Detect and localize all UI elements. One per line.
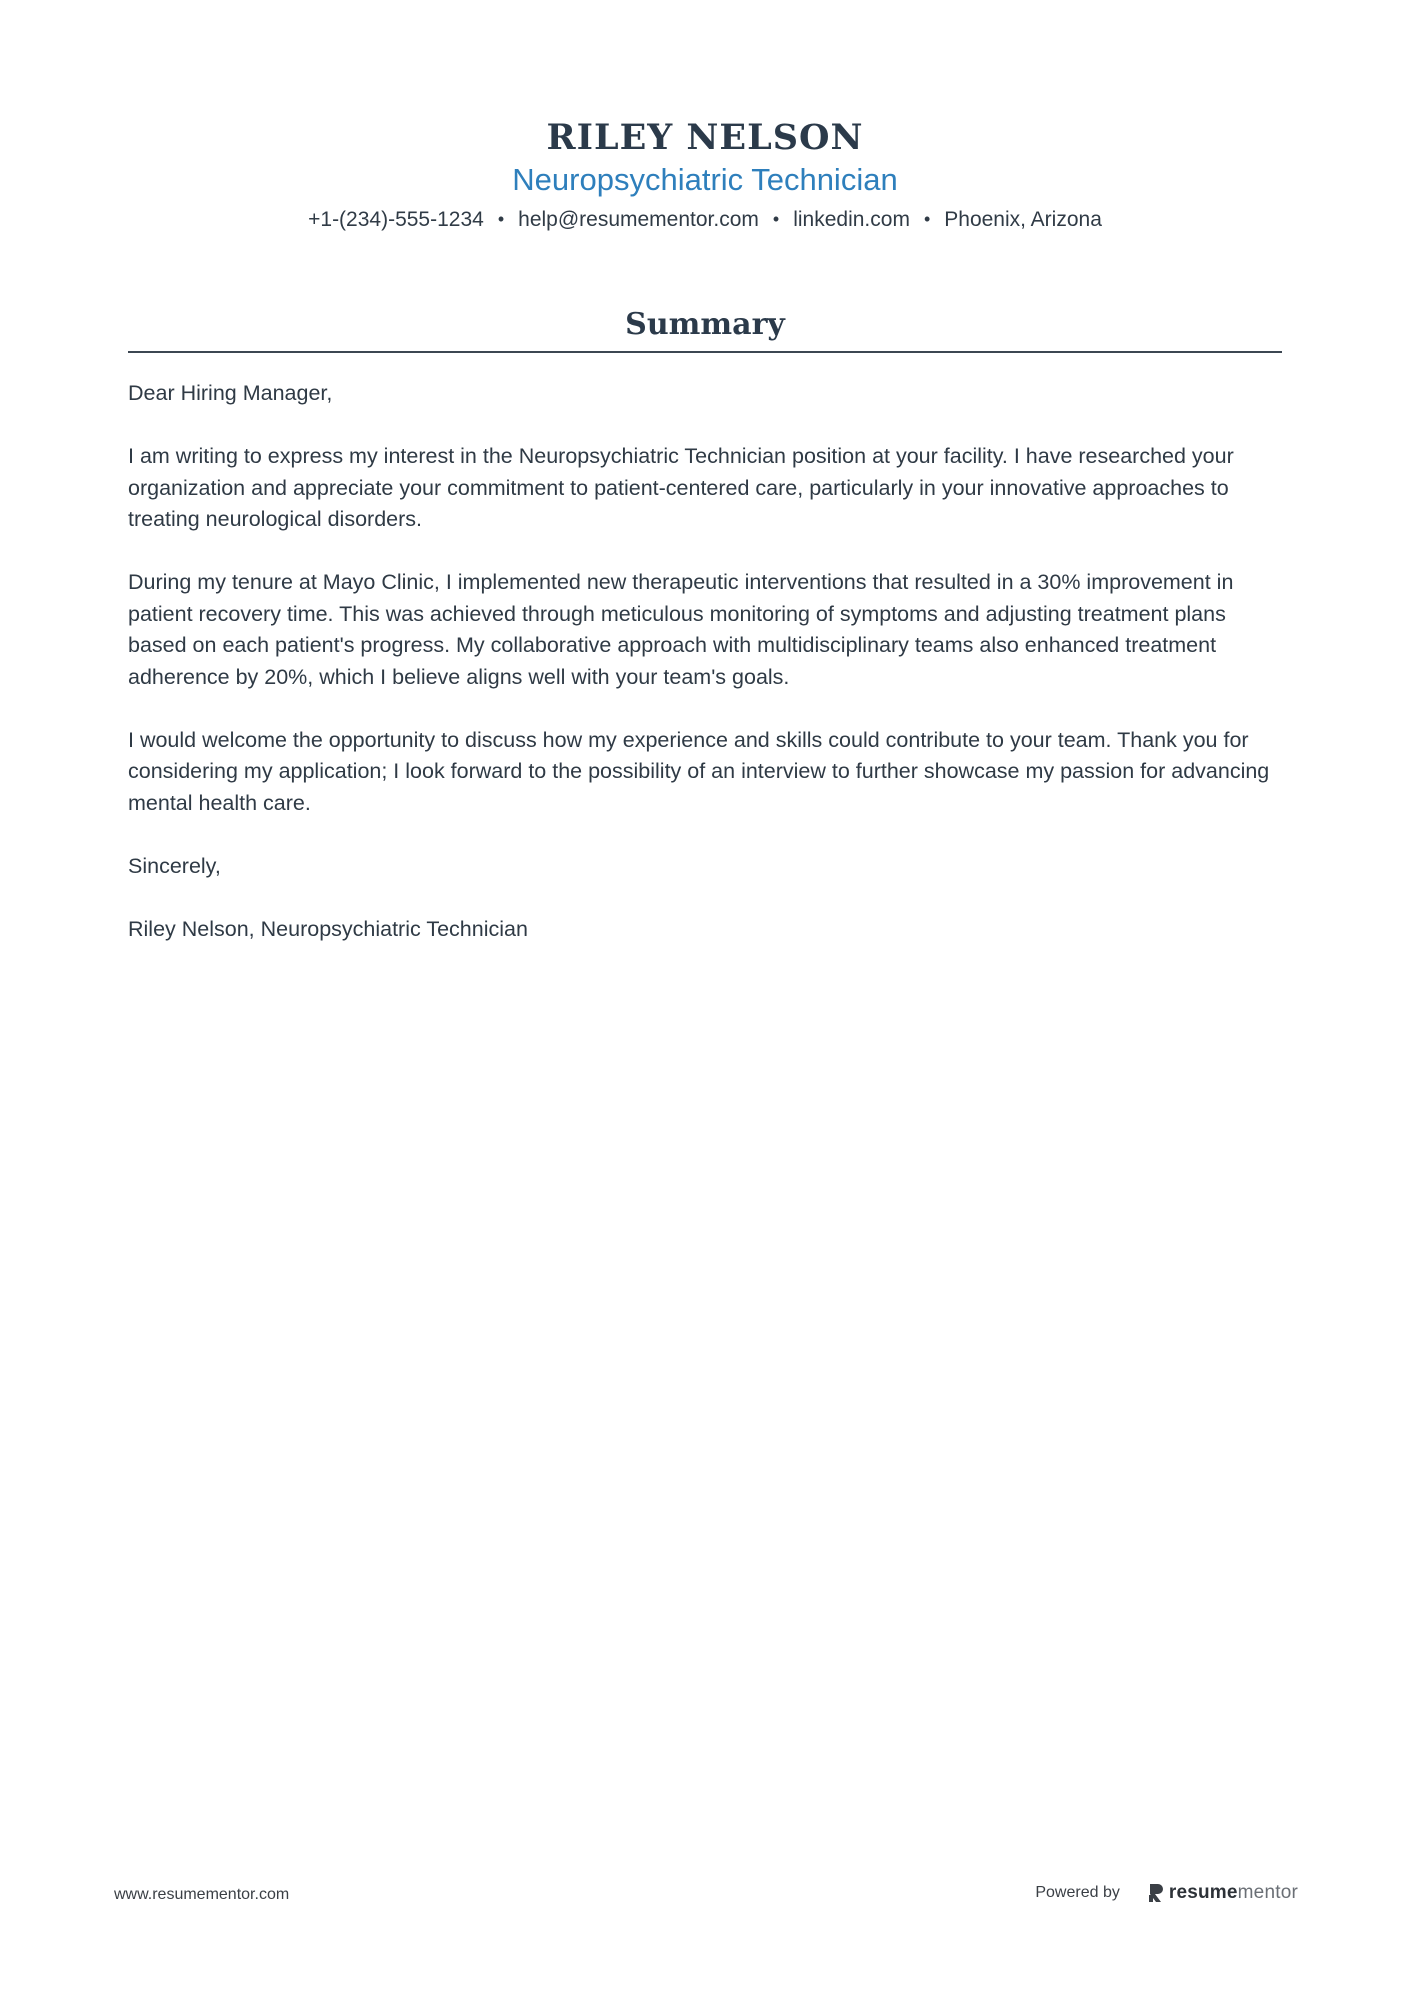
letter-greeting: Dear Hiring Manager, — [128, 381, 333, 405]
letter-signature: Riley Nelson, Neuropsychiatric Technician — [128, 916, 528, 941]
candidate-role: Neuropsychiatric Technician — [512, 162, 898, 197]
letter-paragraph: I am writing to express my interest in the Neuropsychiatric Technician position at your facility. I have researched your organization and appreciate your commitment to patient-centered care, particularly in your innovative approaches to treating neurological disorders. — [128, 444, 1234, 531]
contact-location: Phoenix, Arizona — [944, 208, 1102, 231]
brand-name-bold: resume — [1168, 1882, 1238, 1903]
contact-line — [128, 204, 1282, 235]
section-title-summary: Summary — [625, 307, 785, 342]
contact-linkedin: linkedin.com — [793, 208, 910, 231]
contact-phone: +1-(234)-555-1234 — [308, 208, 484, 231]
brand-logo — [1148, 1882, 1298, 1904]
contact-separator: • — [772, 209, 780, 229]
letter-closing: Sincerely, — [128, 853, 221, 878]
contact-separator: • — [923, 209, 931, 229]
letter-body — [128, 378, 1288, 977]
resumementor-logo-icon — [1148, 1883, 1164, 1903]
contact-separator: • — [497, 209, 505, 229]
footer-website: www.resumementor.com — [114, 1886, 290, 1903]
footer-branding — [1035, 1882, 1298, 1904]
letter-paragraph: During my tenure at Mayo Clinic, I implemented new therapeutic interventions that resulted in a 30% improvement in patient recovery time. This was achieved through meticulous monitoring of symptoms and adjusting treatment plans based on each patient's progress. My collaborative approach with multidisciplinary teams also enhanced treatment adherence by 20%, which I believe aligns well with your team's goals. — [128, 570, 1234, 689]
letter-paragraph: I would welcome the opportunity to discuss how my experience and skills could contribute to your team. Thank you for considering my application; I look forward to the possibility of an interview to further showcase my passion for advancing mental health care. — [128, 727, 1270, 815]
brand-name-light: mentor — [1237, 1882, 1298, 1903]
header — [128, 114, 1282, 235]
powered-by-label: Powered by — [1035, 1884, 1120, 1901]
contact-email: help@resumementor.com — [518, 208, 759, 231]
candidate-name: RILEY NELSON — [546, 117, 864, 158]
section-divider — [128, 351, 1282, 353]
